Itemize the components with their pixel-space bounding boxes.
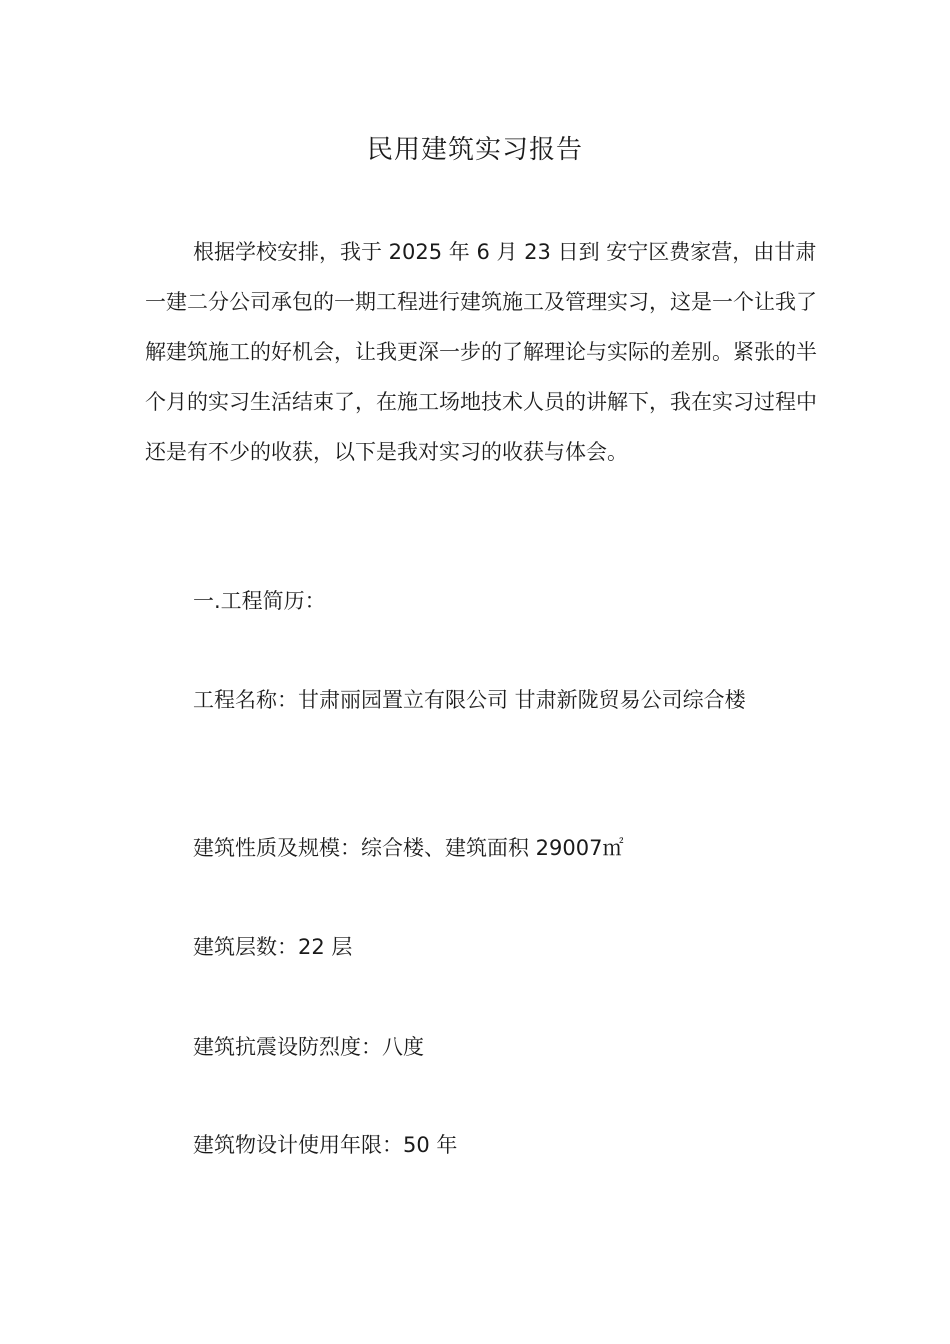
intro-paragraph: 根据学校安排，我于 2025 年 6 月 23 日到 安宁区费家营，由甘肃一建二分公司承包的一期工程进行建筑施工及管理实习，这是一个让我了解建筑施工的好机会，让我更深一步的了解理论与实际的差别。紧张的半个月的实习生活结束了，在施工场地技术人员的讲解下，我在实习过程中还是有不少的收获，以下是我对实习的收获与体会。: [145, 240, 817, 464]
section-heading: 一.工程简历：: [193, 589, 326, 613]
nature-scale-line: 建筑性质及规模：综合楼、建筑面积 29007㎡: [193, 836, 624, 860]
design-life-line: 建筑物设计使用年限：50 年: [193, 1133, 458, 1157]
document-title: 民用建筑实习报告: [366, 135, 583, 165]
seismic-line: 建筑抗震设防烈度：八度: [193, 1035, 424, 1059]
floors-line: 建筑层数：22 层: [193, 935, 353, 959]
project-name-line: 工程名称：甘肃丽园置立有限公司 甘肃新陇贸易公司综合楼: [193, 688, 746, 712]
